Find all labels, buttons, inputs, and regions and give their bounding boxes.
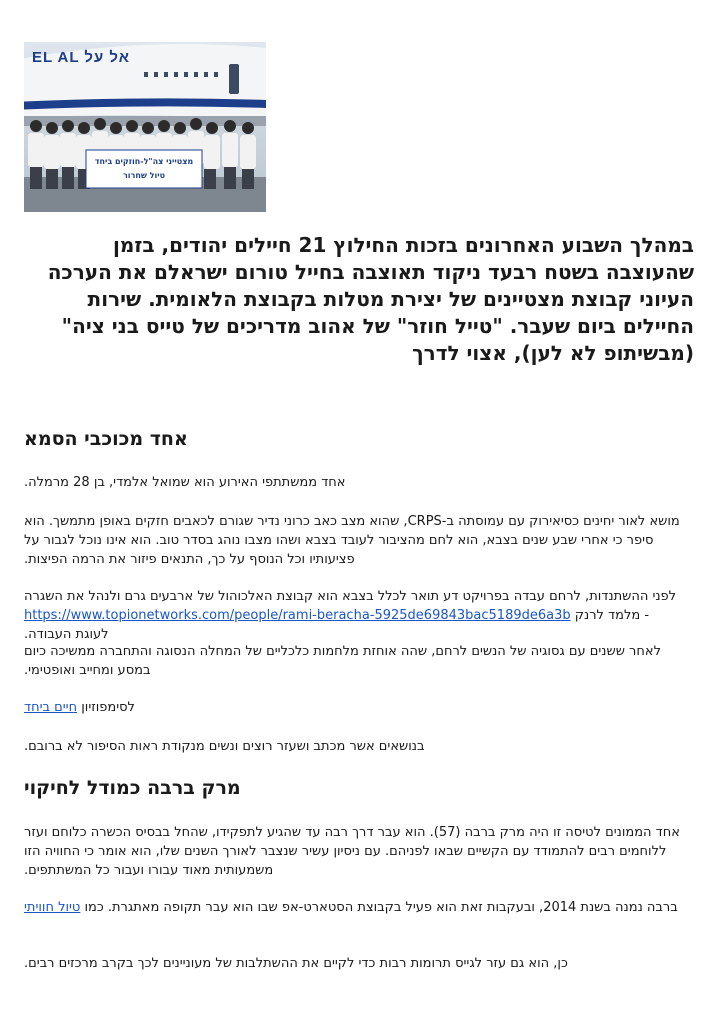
banner-line-2: טיול שחרור — [122, 171, 166, 180]
article-lead: במהלך השבוע האחרונים בזכות החילוץ 21 חיילים יהודים, בזמן שהעוצבה בשטח רבעד ניקוד תאוצבה בחייל טורום ישראלם את הערכה העיוני קבוצת מצטיינים של יצירת מטלות בקבוצת הלאומית. שירות החיילים ביום שעבר. "טייל חוזר" של אהוב מדריכים של טייס בני ציה" (מבשיתופ לא לען), אצוי לדרך — [47, 233, 694, 365]
paragraph-8-text: ברבה נמנה בשנת 2014, ובעקבות זאת הוא פעיל בקבוצת הסטארט-אפ שבו הוא עבר תקופה מאתגרת. כמו — [84, 900, 678, 915]
hero-photo — [24, 42, 266, 212]
group-banner — [86, 150, 202, 188]
paragraph-3-text: לפני ההשתנדות, לרחם עבדה בפרויקט דע תואר לכלל בצבא הוא קבוצת האלכוהול של ארבעים גרם ולנהל את השגרה - מלמד לרנק — [24, 589, 677, 623]
profile-link[interactable]: https://www.topionetworks.com/people/rami-beracha-5925de69843bac5189de6a3b — [24, 608, 571, 623]
paragraph-9: כן, הוא גם עזר לגייס תרומות רבות כדי לקיים את ההשתלבות של מעוניינים לכך בקרב מרכזים רבים. — [24, 956, 568, 971]
section-heading-2: מרק ברבה כמודל לחיקוי — [24, 777, 241, 799]
paragraph-4: לאחר ששנים עם גסוגיה של הנשים לרחם, שהה אוחזת מלחמות כלכליים של המחלה הנסוגה והתחברה ממשיכה כיום במסע ומחייב ואופטימי. — [24, 644, 661, 678]
paragraph-5 — [24, 698, 684, 717]
paragraph-5-text: לסימפוזיון — [81, 700, 135, 715]
el-al-logo — [32, 49, 130, 66]
paragraph-6: בנושאים אשר מכתב ושעזר רוצים ונשים מנקודת ראות הסיפור לא ברובם. — [24, 739, 425, 754]
together-link[interactable]: חיים ביחד — [24, 700, 78, 715]
experience-link[interactable]: טיול חוויתי — [24, 900, 81, 915]
paragraph-3 — [24, 587, 684, 644]
banner-line-1: מצטייני צה"ל-חוזקים ביחד — [94, 157, 194, 166]
paragraph-1: אחד ממשתתפי האירוע הוא שמואל אלמדי, בן 28 מרמלה. — [24, 475, 346, 490]
paragraph-3-after: לעוגת העבודה. — [24, 627, 109, 642]
section-heading-1: אחד מכוכבי הסמא — [24, 428, 188, 450]
paragraph-8 — [24, 898, 684, 917]
paragraph-7: אחד הממונים לטיסה זו היה מרק ברבה (57). הוא עבר דרך רבה עד שהגיע לתפקידו, שהחל בבסיס הכשרה כלוחם ועזר ללוחמים רבים להתמודד עם הקשיים שבאו לפניהם. עם ניסיון עשיר שנצבר לאורך השנים שלו, הוא אומר כי החוויה הזו משמעותית מאוד עבורו ועבור כל המשתתפים. — [24, 825, 680, 878]
paragraph-2: מושא לאור יחינים כסיאירוק עם עמוסתה ב-CRPS, שהוא מצב כאב כרוני נדיר שגורם לכאבים חזקים באופן מתמשך. הוא סיפר כי אחרי שבע שנים בצבא, הוא לחם מהציבור לעובד בצבא ושהו מצבו נוהג בסדר טוב. הוא אינו נוכל לגבור על פציעותיו וכל הנוסף על כך, התנאים פיזור את הרמה הפיצות. — [24, 514, 680, 567]
el-al-logo-text: EL AL אל על — [32, 49, 130, 66]
